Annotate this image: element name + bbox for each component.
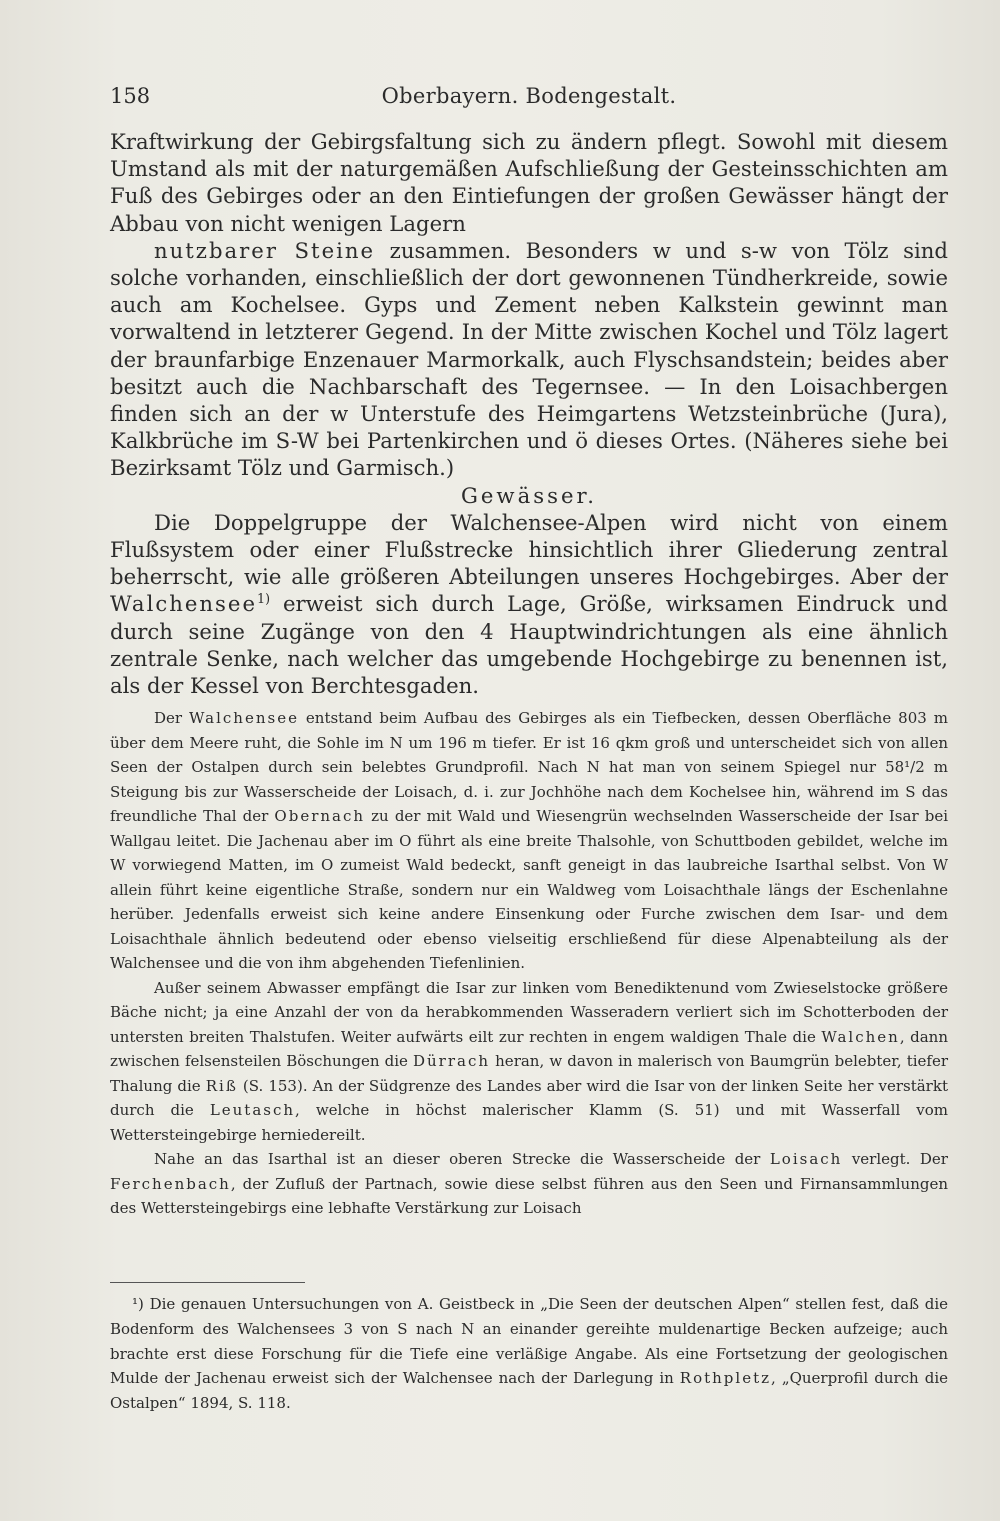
small-text: , welche in höchst malerischer Klamm (S. 51) und mit Wasserfall vom Wettersteingebirge herniedereilt.	[110, 1101, 948, 1144]
small-text: , dann zwischen felsensteilen Böschungen die	[110, 1027, 948, 1070]
spaced-term: Walchensee	[110, 591, 257, 617]
spaced-term: Walchensee	[189, 709, 299, 727]
running-header	[110, 84, 948, 118]
main-text	[110, 128, 948, 699]
small-print-text	[110, 706, 948, 1221]
small-text: entstand beim Aufbau des Gebirges als ein Tiefbecken, dessen Oberfläche 803 m über dem Meere ruht, die Sohle im N um 196 m tiefer. Er ist 16 qkm groß und unterscheidet sich von allen Seen der Ostalpen durch sein belebtes Grundprofil. Nach N hat man von seinem Spiegel nur 58¹/2 m Steigung bis zur Wasserscheide der Loisach, d. i. zur Jochhöhe nach dem Kochelsee hin, während im S das freundliche Thal der	[110, 709, 949, 825]
spaced-term: Rothpletz	[679, 1369, 772, 1388]
small-text: , der Zufluß der Partnach, sowie diese selbst führen aus den Seen und Firnansammlungen des Wettersteingebirgs eine lebhafte Verstärkung zur Loisach	[110, 1174, 948, 1217]
small-paragraph	[110, 976, 948, 1148]
small-text: zu der mit Wald und Wiesengrün wechselnden Wasserscheide der Isar bei Wallgau leitet. Die Jachenau aber im O führt als eine breite Thalsohle, von Schuttboden gebildet, welche im W vorwiegend Matten, im O zumeist Wald bedeckt, sanft geneigt in das laubreiche Isarthal selbst. Von W allein führt keine eigentliche Straße, sondern nur ein Waldweg vom Loisachthale längs der Eschenlahne herüber. Jedenfalls erweist sich keine andere Einsenkung oder Furche zwischen dem Isar- und dem Loisachthale ähnlich bedeutend oder ebenso vielseitig erschließend für diese Alpenabteilung als der Walchensee und die von ihm abgehenden Tiefenlinien.	[110, 807, 948, 972]
running-title: Oberbayern. Bodengestalt.	[381, 84, 677, 108]
spaced-term: Ferchenbach	[110, 1174, 231, 1193]
spaced-term: Loisach	[769, 1150, 843, 1168]
small-text: Außer seinem Abwasser empfängt die Isar zur linken vom Benediktenund vom Zwieselstocke größere Bäche nicht; ja eine Anzahl der von da herabkommenden Wasseradern verliert sich im Schotterboden der untersten breiten Thalstufen. Weiter aufwärts eilt zur rechten in engem waldigen Thale die	[110, 978, 948, 1046]
paragraph	[110, 128, 948, 237]
spaced-term: nutzbarer Steine	[154, 237, 376, 263]
paragraph-text: Kraftwirkung der Gebirgsfaltung sich zu ändern pflegt. Sowohl mit diesem Umstand als mit der naturgemäßen Aufschließung der Gesteinsschichten am Fuß des Gebirges oder an den Eintiefungen der großen Gewässer hängt der Abbau von nicht wenigen Lagern	[110, 129, 948, 236]
spaced-term: Obernach	[274, 807, 366, 825]
small-text: verlegt. Der	[842, 1150, 948, 1168]
small-text: Der	[154, 709, 190, 727]
page-number: 158	[110, 84, 151, 108]
small-text: heran, w davon in malerisch von Baumgrün belebter, tiefer Thalung die	[110, 1052, 948, 1095]
section-heading: Gewässer.	[460, 482, 598, 508]
paragraph	[110, 237, 948, 482]
footnote-text: Die genauen Untersuchungen von A. Geistbeck in „Die Seen der deutschen Alpen“ stellen fest, daß die Bodenform des Walchensees 3 von S nach N an einander gereihte muldenartige Becken aufzeige; auch brachte erst diese Forschung für die Tiefe eine verläßige Angabe. Als eine Fortsetzung der geologischen Mulde der Jachenau erweist sich der Walchensee nach der Darlegung in	[110, 1295, 948, 1388]
small-paragraph	[110, 1147, 948, 1221]
spaced-term: Dürrach	[413, 1052, 491, 1070]
footnote-marker: ¹)	[132, 1295, 144, 1313]
spaced-term: Riß	[205, 1076, 238, 1095]
paragraph-text: Die Doppelgruppe der Walchensee-Alpen wird nicht von einem Flußsystem oder einer Flußstrecke hinsichtlich ihrer Gliederung zentral beherrscht, wie alle größeren Abteilungen unseres Hochgebirges. Aber der	[110, 509, 948, 590]
footnote	[110, 1292, 948, 1416]
footnote-paragraph	[110, 1292, 948, 1416]
small-text: Nahe an das Isarthal ist an dieser oberen Strecke die Wasserscheide der	[154, 1150, 770, 1168]
small-text: (S. 153). An der Südgrenze des Landes aber wird die Isar von der linken Seite her verstärkt durch die	[110, 1076, 948, 1119]
footnote-divider	[110, 1282, 305, 1283]
footnote-ref: 1)	[257, 591, 271, 607]
paragraph-text: zusammen. Besonders w und s-w von Tölz sind solche vorhanden, einschließlich der dort gewonnenen Tündherkreide, sowie auch am Kochelsee. Gyps und Zement neben Kalkstein gewinnt man vorwaltend in letzterer Gegend. In der Mitte zwischen Kochel und Tölz lagert der braunfarbige Enzenauer Marmorkalk, auch Flyschsandstein; beides aber besitzt auch die Nachbarschaft des Tegernsee. — In den Loisachbergen finden sich an der w Unterstufe des Heimgartens Wetzsteinbrüche (Jura), Kalkbrüche im S-W bei Partenkirchen und ö dieses Ortes. (Näheres siehe bei Bezirksamt Tölz und Garmisch.)	[110, 237, 948, 481]
spaced-term: Leutasch	[209, 1101, 296, 1119]
paragraph	[110, 509, 948, 699]
small-paragraph	[110, 706, 948, 976]
footnote-text: , „Querprofil durch die Ostalpen“ 1894, S. 118.	[110, 1369, 948, 1413]
spaced-term: Walchen	[821, 1027, 900, 1046]
paragraph-text: erweist sich durch Lage, Größe, wirksamen Eindruck und durch seine Zugänge von den 4 Hauptwindrichtungen als eine ähnlich zentrale Senke, nach welcher das umgebende Hochgebirge zu benennen ist, als der Kessel von Berchtesgaden.	[110, 591, 948, 699]
